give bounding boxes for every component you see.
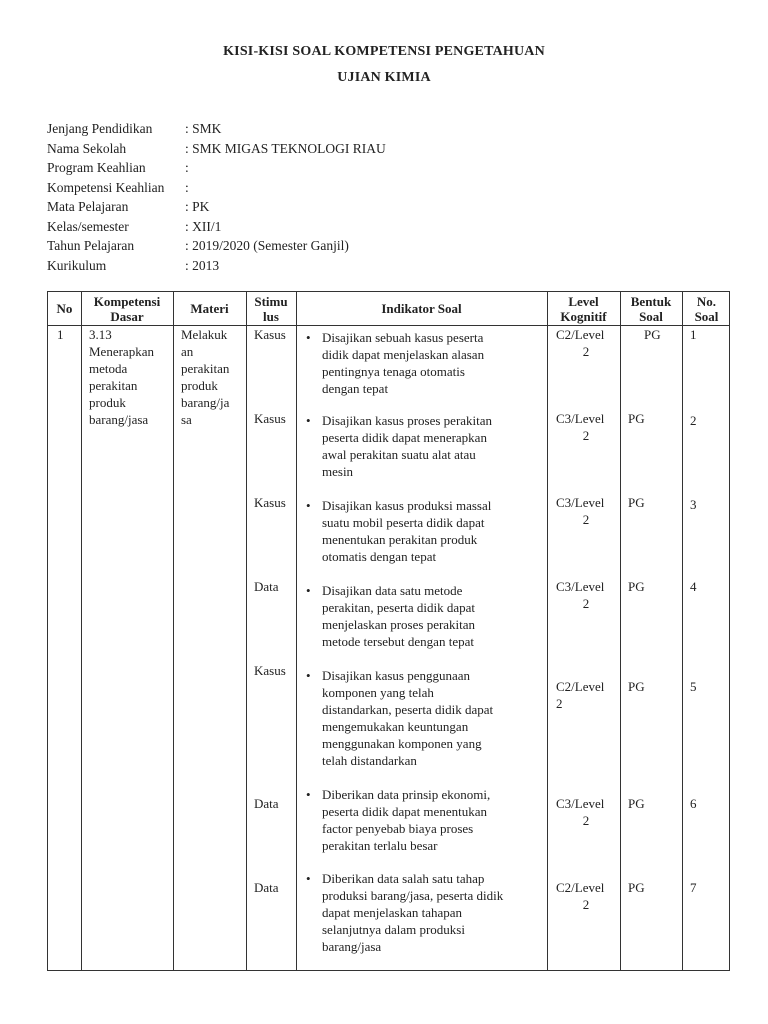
indikator — [306, 870, 544, 955]
header-stimulus-line2: lus — [263, 308, 279, 324]
level-line: C2/Level — [556, 679, 605, 694]
indikator-line: barang/jasa — [322, 939, 382, 954]
indikator-line: menentukan perakitan produk — [322, 532, 478, 547]
indikator-line: Diberikan data prinsip ekonomi, — [322, 787, 491, 802]
bentuk-soal: PG — [628, 796, 645, 811]
indikator-line: Disajikan data satu metode — [322, 583, 463, 598]
stimulus: Kasus — [254, 327, 286, 342]
header-indikator-label: Indikator Soal — [381, 301, 462, 316]
materi-line: sa — [181, 412, 192, 427]
document-title: KISI-KISI SOAL KOMPETENSI PENGETAHUAN — [223, 44, 545, 59]
kompetensi-line: 3.13 — [89, 327, 112, 342]
indikator-line: pentingnya tenaga otomatis — [322, 364, 465, 379]
kompetensi-line: barang/jasa — [89, 412, 149, 427]
header-no-soal-line1: No. — [696, 293, 717, 309]
indikator-line: mesin — [322, 464, 354, 479]
header-level — [547, 292, 620, 325]
info-value: : — [185, 179, 189, 195]
info-label: Mata Pelajaran — [47, 199, 129, 214]
info-row-kurikulum — [47, 256, 386, 276]
stimulus: Data — [254, 880, 279, 895]
indikator — [306, 412, 544, 480]
header-indikator — [296, 292, 547, 325]
level-line: C2/Level — [556, 880, 605, 895]
stimulus: Kasus — [254, 495, 286, 510]
bullet: • — [306, 583, 311, 598]
indikator — [306, 582, 544, 650]
level-kognitif — [556, 578, 616, 612]
indikator-line: Disajikan kasus produksi massal — [322, 498, 492, 513]
indikator-line: peserta didik dapat menerapkan — [322, 430, 487, 445]
bentuk-soal: PG — [628, 679, 645, 694]
info-label: Kelas/semester — [47, 218, 129, 234]
header-no-soal — [682, 292, 731, 325]
stimulus: Kasus — [254, 411, 286, 426]
indikator-text — [322, 582, 544, 650]
indikator-line: Diberikan data salah satu tahap — [322, 871, 485, 886]
level-kognitif — [556, 795, 616, 829]
bentuk-soal: PG — [628, 495, 645, 510]
level-kognitif — [556, 494, 616, 528]
bentuk-soal: PG — [628, 880, 645, 895]
info-row-kompetensi — [47, 178, 386, 198]
header-level-line1: Level — [568, 293, 599, 309]
level-line: C3/Level — [556, 579, 605, 594]
level-line: 2 — [582, 813, 590, 828]
header-bentuk-line1: Bentuk — [630, 293, 672, 309]
indikator — [306, 667, 544, 769]
bentuk-soal: PG — [628, 411, 645, 426]
indikator-text — [322, 667, 544, 769]
bullet: • — [306, 413, 311, 428]
no-soal: 3 — [690, 497, 697, 512]
indikator-line: perakitan, peserta didik dapat — [322, 600, 476, 615]
info-value: : 2019/2020 (Semester Ganjil) — [185, 238, 349, 253]
kompetensi-line: Menerapkan — [89, 344, 154, 359]
info-label: Jenjang Pendidikan — [47, 121, 153, 136]
header-no-label: No — [56, 301, 73, 316]
header-kompetensi-line1: Kompetensi — [93, 293, 161, 309]
indikator-line: distandarkan, peserta didik dapat — [322, 702, 494, 717]
info-label: Kompetensi Keahlian — [47, 179, 165, 195]
level-kognitif — [556, 410, 616, 444]
kompetensi-line: metoda — [89, 361, 128, 376]
materi-line: Melakuk — [181, 327, 228, 342]
no-soal: 6 — [690, 796, 697, 811]
indikator-text — [322, 497, 544, 565]
level-line: 2 — [582, 344, 590, 359]
info-label: Program Keahlian — [47, 160, 146, 175]
level-line: C3/Level — [556, 411, 605, 426]
no-soal: 5 — [690, 679, 697, 694]
indikator-text — [322, 870, 544, 955]
indikator-line: selanjutnya dalam produksi — [322, 922, 465, 937]
info-value: : XII/1 — [185, 218, 222, 234]
column-divider — [620, 292, 621, 970]
column-divider — [547, 292, 548, 970]
bullet: • — [306, 787, 311, 802]
indikator-line: perakitan terlalu besar — [322, 838, 438, 853]
level-line: 2 — [556, 696, 563, 711]
info-block — [47, 119, 386, 275]
column-divider — [81, 292, 82, 970]
header-level-line2: Kognitif — [560, 308, 607, 324]
info-row-kelas — [47, 217, 386, 237]
header-no-soal-line2: Soal — [694, 308, 719, 324]
kompetensi-line: perakitan — [89, 378, 138, 393]
level-line: 2 — [582, 897, 590, 912]
indikator-text — [322, 329, 544, 397]
indikator-line: metode tersebut dengan tepat — [322, 634, 474, 649]
info-value: : SMK MIGAS TEKNOLOGI RIAU — [185, 140, 386, 156]
kompetensi-dasar — [89, 326, 154, 428]
info-row-jenjang — [47, 119, 386, 139]
materi — [181, 326, 229, 428]
level-line: C3/Level — [556, 495, 605, 510]
stimulus: Data — [254, 796, 279, 811]
header-kompetensi — [81, 292, 173, 325]
column-divider — [246, 292, 247, 970]
level-line: 2 — [582, 428, 590, 443]
info-label: Kurikulum — [47, 257, 107, 273]
no-soal: 1 — [690, 327, 697, 342]
bullet: • — [306, 330, 311, 345]
level-line: 2 — [582, 596, 590, 611]
indikator-line: Disajikan kasus proses perakitan — [322, 413, 493, 428]
indikator — [306, 786, 544, 854]
indikator-line: dapat menjelaskan tahapan — [322, 905, 463, 920]
indikator-line: suatu mobil peserta didik dapat — [322, 515, 485, 530]
info-value: : PK — [185, 199, 210, 214]
kompetensi-line: produk — [89, 395, 126, 410]
materi-line: barang/ja — [181, 395, 230, 410]
indikator-line: didik dapat menjelaskan alasan — [322, 347, 485, 362]
indikator-line: menjelaskan proses perakitan — [322, 617, 476, 632]
materi-line: produk — [181, 378, 218, 393]
info-row-tahun — [47, 236, 386, 256]
indikator-line: peserta didik dapat menentukan — [322, 804, 487, 819]
indikator-line: factor penyebab biaya proses — [322, 821, 474, 836]
indikator-line: mengemukakan keuntungan — [322, 719, 469, 734]
header-no — [48, 292, 81, 325]
level-kognitif — [556, 326, 616, 360]
row-number: 1 — [57, 327, 64, 342]
stimulus: Kasus — [254, 663, 286, 678]
bullet: • — [306, 871, 311, 886]
indikator-line: otomatis dengan tepat — [322, 549, 437, 564]
level-kognitif — [556, 879, 616, 913]
column-divider — [296, 292, 297, 970]
bullet: • — [306, 668, 311, 683]
indikator-line: telah distandarkan — [322, 753, 417, 768]
header-materi — [173, 292, 246, 325]
header-kompetensi-line2: Dasar — [110, 308, 144, 324]
indikator-line: awal perakitan suatu alat atau — [322, 447, 476, 462]
indikator-line: menggunakan komponen yang — [322, 736, 482, 751]
header-stimulus-line1: Stimu — [254, 293, 288, 309]
level-kognitif — [556, 678, 620, 712]
info-value: : — [185, 160, 189, 175]
header-bentuk — [620, 292, 682, 325]
indikator-line: Disajikan sebuah kasus peserta — [322, 330, 484, 345]
info-label: Nama Sekolah — [47, 140, 127, 156]
stimulus: Data — [254, 579, 279, 594]
bentuk-soal: PG — [644, 327, 661, 342]
indikator-text — [322, 412, 544, 480]
indikator-text — [322, 786, 544, 854]
indikator — [306, 329, 544, 397]
column-divider — [173, 292, 174, 970]
indikator-line: produksi barang/jasa, peserta didik — [322, 888, 504, 903]
info-row-program — [47, 158, 386, 178]
column-divider — [682, 292, 683, 970]
indikator — [306, 497, 544, 565]
no-soal: 7 — [690, 880, 697, 895]
kisi-kisi-table — [47, 291, 730, 971]
info-row-mapel — [47, 197, 386, 217]
no-soal: 4 — [690, 579, 697, 594]
indikator-line: Disajikan kasus penggunaan — [322, 668, 471, 683]
bentuk-soal: PG — [628, 579, 645, 594]
header-stimulus — [246, 292, 296, 325]
indikator-line: komponen yang telah — [322, 685, 434, 700]
header-materi-label: Materi — [190, 301, 229, 316]
info-row-sekolah — [47, 139, 386, 159]
indikator-line: dengan tepat — [322, 381, 389, 396]
materi-line: perakitan — [181, 361, 230, 376]
no-soal: 2 — [690, 413, 697, 428]
info-value: : 2013 — [185, 257, 220, 273]
materi-line: an — [181, 344, 194, 359]
bullet: • — [306, 498, 311, 513]
header-bentuk-line2: Soal — [639, 308, 663, 324]
level-line: 2 — [582, 512, 590, 527]
level-line: C2/Level — [556, 327, 605, 342]
document-subtitle: UJIAN KIMIA — [337, 70, 431, 85]
info-value: : SMK — [185, 121, 222, 136]
info-label: Tahun Pelajaran — [47, 238, 135, 253]
level-line: C3/Level — [556, 796, 605, 811]
